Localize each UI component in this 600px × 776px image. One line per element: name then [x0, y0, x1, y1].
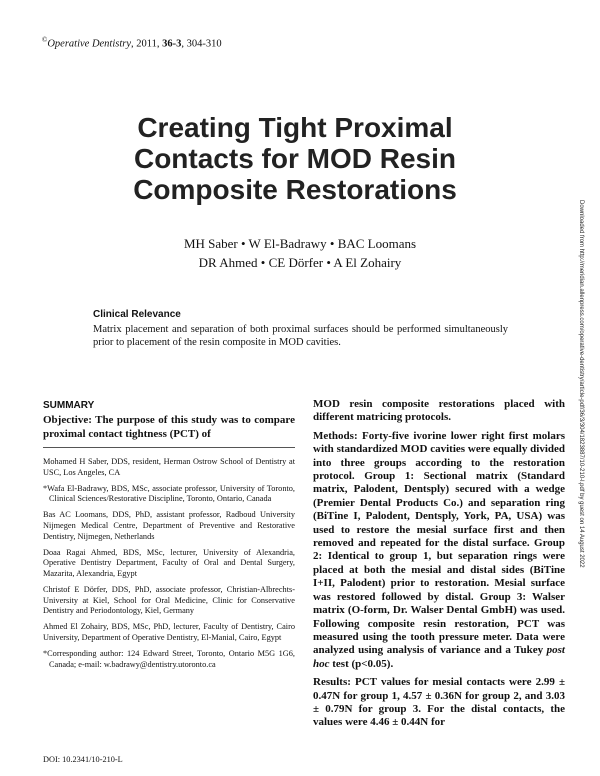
title-line-1: Creating Tight Proximal [137, 112, 453, 143]
journal-pages: , 304-310 [181, 38, 222, 50]
methods-text: : Forty-five ivorine lower right first molars with standardized MOD cavities were equally divided into three groups according to the restoration protocol. Group 1: Sectional matrix (Standard matrix, Palodent, Dentsply) secured with a wedge (Premier Dental Products Co.) and separation ring (BiTine I, Palodent, Dentsply, York, PA, USA) was used to restore the mesial surface first and then removed and repeated for the distal surface. Group 2: Identical to group 1, but separation rings were placed at both the mesial and distal sides (BiTine I+II, Palodent) prior to restoration. Mesial surface was restored followed by distal. Group 3: Walser matrix (O-form, Dr. Walser Dental GmbH) was used. Following composite resin restoration, PCT was measured using the tooth pressure meter. Data were analyzed using analysis of variance and a Tukey [313, 429, 565, 657]
journal-name: Operative Dentistry [47, 38, 132, 50]
footnote-item: Bas AC Loomans, DDS, PhD, assistant professor, Radboud University Nijmegen Medical Centre, Department of Preventive and Restorative Dentistry, Nijmegen, Netherlands [43, 510, 295, 541]
authors-line-2: DR Ahmed • CE Dörfer • A El Zohairy [198, 255, 402, 270]
download-notice: Downloaded from http://meridian.allenpress.com/operative-dentistry/article-pdf/36/3/304/1823887/10-210-l.pdf by guest on 14 August 2022 [578, 200, 584, 568]
article-title [60, 112, 530, 205]
objective-label: Objective [43, 414, 89, 426]
footnote-item: *Wafa El-Badrawy, BDS, MSc, associate professor, University of Toronto, Clinical Sciences/Restorative Discipline, Toronto, Ontario, Canada [43, 483, 295, 504]
clinical-relevance-heading: Clinical Relevance [93, 309, 181, 320]
author-footnotes [43, 457, 295, 676]
footnote-item: Doaa Ragai Ahmed, BDS, MSc, lecturer, University of Alexandria, Operative Dentistry Department, Faculty of Oral and Dental Surgery, Mazarita, Alexandria, Egypt [43, 547, 295, 578]
summary-results [313, 676, 565, 730]
copyright-mark: © [42, 36, 48, 44]
results-label: Results [313, 676, 348, 689]
summary-objective [43, 414, 295, 441]
summary-methods [313, 430, 565, 671]
doi: DOI: 10.2341/10-210-L [43, 755, 123, 764]
authors-line-1: MH Saber • W El-Badrawy • BAC Loomans [183, 236, 417, 251]
summary-continued [313, 398, 565, 735]
footnote-item: Mohamed H Saber, DDS, resident, Herman Ostrow School of Dentistry at USC, Los Angeles, CA [43, 457, 295, 477]
journal-citation [42, 36, 222, 50]
title-line-3: Composite Restorations [133, 174, 457, 205]
journal-volume: 36-3 [162, 38, 182, 50]
footnote-item: Christof E Dörfer, DDS, PhD, associate professor, Christian-Albrechts-University at Kiel, School for Oral Medicine, Clinic for Conservative Dentistry and Periodontology, Kiel, Germany [43, 584, 295, 616]
author-list [80, 234, 520, 272]
results-text: : PCT values for mesial contacts were 2.99 ± 0.47N for group 1, 4.57 ± 0.36N for group 2, and 3.03 ± 0.79N for group 3. For the distal contacts, the values were 4.46 ± 0.44N for [313, 676, 565, 729]
objective-text: : The purpose of this study was to compare proximal contact tightness (PCT) of [43, 414, 295, 440]
summary-continuation: MOD resin composite restorations placed with different matricing protocols. [313, 398, 565, 424]
footnote-item: *Corresponding author: 124 Edward Street, Toronto, Ontario M5G 1G6, Canada; e-mail: w.badrawy@dentistry.utoronto.ca [43, 648, 295, 669]
title-line-2: Contacts for MOD Resin [133, 143, 457, 174]
download-notice-sidebar [578, 200, 594, 720]
clinical-relevance-text: Matrix placement and separation of both proximal surfaces should be performed simultaneously prior to placement of the resin composite in MOD cavities. [93, 324, 508, 348]
footnote-divider [43, 447, 295, 448]
footnote-item: Ahmed El Zohairy, BDS, MSc, PhD, lecturer, Faculty of Dentistry, Cairo University, Department of Operative Dentistry, El-Manial, Cairo, Egypt [43, 622, 295, 642]
methods-label: Methods [313, 429, 354, 442]
methods-text-end: test (p<0.05). [329, 657, 394, 670]
methods-italic: post hoc [313, 644, 565, 670]
summary-heading: SUMMARY [43, 400, 95, 411]
journal-year: , 2011, [131, 38, 163, 50]
